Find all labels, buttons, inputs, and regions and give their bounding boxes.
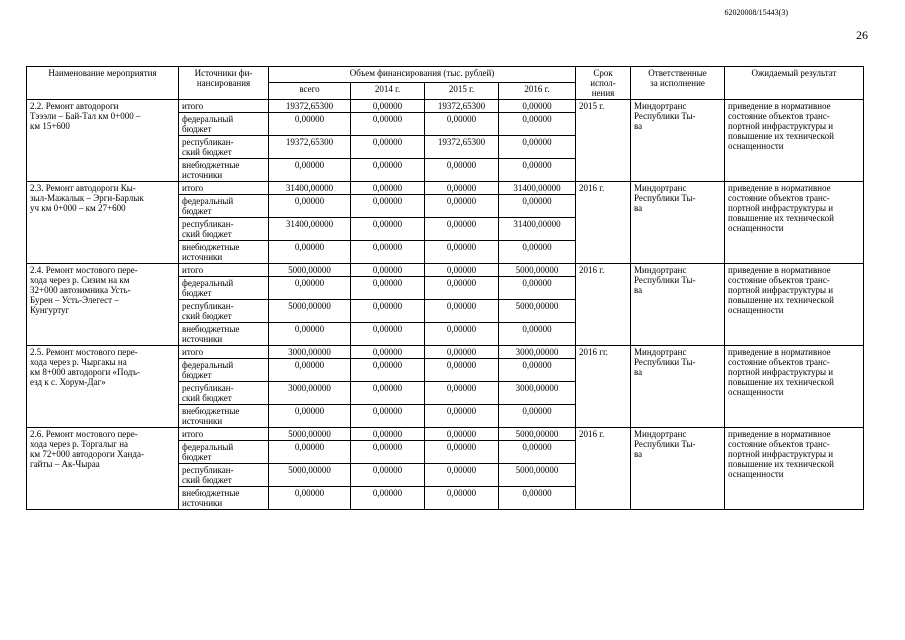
table-row [27, 264, 864, 277]
amount-cell: 0,00000 [425, 300, 499, 323]
measure-result: приведение в нормативное состояние объектов транс- портной инфраструктуры и повышение их технической оснащенности [725, 100, 864, 182]
amount-cell: 0,00000 [425, 323, 499, 346]
amount-cell: 5000,00000 [499, 464, 576, 487]
amount-cell: 19372,65300 [269, 136, 351, 159]
header-term: Срок испол- нения [576, 67, 631, 100]
source-label: республикан- ский бюджет [179, 300, 269, 323]
source-label: федеральный бюджет [179, 113, 269, 136]
amount-cell: 5000,00000 [269, 300, 351, 323]
measure-result: приведение в нормативное состояние объектов транс- портной инфраструктуры и повышение их технической оснащенности [725, 182, 864, 264]
amount-cell: 0,00000 [425, 382, 499, 405]
source-label: федеральный бюджет [179, 277, 269, 300]
amount-cell: 0,00000 [351, 359, 425, 382]
measure-name: 2.2. Ремонт автодороги Тэээли – Бай-Тал км 0+000 – км 15+600 [27, 100, 179, 182]
amount-cell: 0,00000 [351, 405, 425, 428]
amount-cell: 0,00000 [499, 323, 576, 346]
amount-cell: 0,00000 [351, 346, 425, 359]
measure-term: 2016 г. [576, 428, 631, 510]
amount-cell: 19372,65300 [425, 136, 499, 159]
measure-responsible: Миндортранс Республики Ты- ва [631, 264, 725, 346]
source-label: итого [179, 428, 269, 441]
measure-name: 2.5. Ремонт мостового пере- хода через р. Чыргакы на км 8+000 автодороги «Подъ- езд к с. Хорум-Даг» [27, 346, 179, 428]
amount-cell: 5000,00000 [499, 428, 576, 441]
source-label: внебюджетные источники [179, 241, 269, 264]
source-label: итого [179, 264, 269, 277]
amount-cell: 0,00000 [499, 359, 576, 382]
amount-cell: 0,00000 [499, 487, 576, 510]
amount-cell: 0,00000 [351, 487, 425, 510]
source-label: внебюджетные источники [179, 323, 269, 346]
amount-cell: 5000,00000 [499, 300, 576, 323]
amount-cell: 0,00000 [351, 277, 425, 300]
header-name: Наименование мероприятия [27, 67, 179, 100]
amount-cell: 0,00000 [425, 441, 499, 464]
amount-cell: 0,00000 [425, 113, 499, 136]
source-label: внебюджетные источники [179, 159, 269, 182]
header-source: Источники фи- нансирования [179, 67, 269, 100]
table-row [27, 182, 864, 195]
amount-cell: 0,00000 [425, 218, 499, 241]
amount-cell: 0,00000 [351, 300, 425, 323]
amount-cell: 0,00000 [351, 241, 425, 264]
amount-cell: 0,00000 [351, 428, 425, 441]
amount-cell: 0,00000 [269, 195, 351, 218]
source-label: республикан- ский бюджет [179, 218, 269, 241]
measure-term: 2016 гг. [576, 346, 631, 428]
amount-cell: 31400,00000 [269, 182, 351, 195]
amount-cell: 3000,00000 [499, 346, 576, 359]
amount-cell: 0,00000 [425, 487, 499, 510]
amount-cell: 0,00000 [425, 195, 499, 218]
amount-cell: 31400,00000 [269, 218, 351, 241]
measure-result: приведение в нормативное состояние объектов транс- портной инфраструктуры и повышение их технической оснащенности [725, 346, 864, 428]
source-label: федеральный бюджет [179, 195, 269, 218]
amount-cell: 0,00000 [425, 464, 499, 487]
amount-cell: 0,00000 [269, 359, 351, 382]
amount-cell: 3000,00000 [269, 346, 351, 359]
amount-cell: 0,00000 [425, 405, 499, 428]
amount-cell: 5000,00000 [269, 428, 351, 441]
header-2015: 2015 г. [425, 82, 499, 99]
amount-cell: 0,00000 [351, 100, 425, 113]
page-number: 26 [856, 28, 868, 42]
table-row [27, 100, 864, 113]
amount-cell: 0,00000 [269, 323, 351, 346]
measure-name: 2.3. Ремонт автодороги Кы- зыл-Мажалык – Эрги-Барлык уч км 0+000 – км 27+600 [27, 182, 179, 264]
amount-cell: 0,00000 [351, 441, 425, 464]
amount-cell: 0,00000 [425, 264, 499, 277]
amount-cell: 0,00000 [269, 241, 351, 264]
amount-cell: 0,00000 [351, 382, 425, 405]
source-label: республикан- ский бюджет [179, 464, 269, 487]
header-result: Ожидаемый результат [725, 67, 864, 100]
amount-cell: 0,00000 [425, 182, 499, 195]
source-label: республикан- ский бюджет [179, 382, 269, 405]
amount-cell: 0,00000 [351, 264, 425, 277]
source-label: итого [179, 100, 269, 113]
amount-cell: 0,00000 [425, 346, 499, 359]
source-label: федеральный бюджет [179, 359, 269, 382]
amount-cell: 0,00000 [499, 136, 576, 159]
amount-cell: 0,00000 [351, 182, 425, 195]
measure-term: 2016 г. [576, 264, 631, 346]
header-volume: Объем финансирования (тыс. рублей) [269, 67, 576, 83]
amount-cell: 0,00000 [425, 241, 499, 264]
amount-cell: 0,00000 [499, 441, 576, 464]
amount-cell: 0,00000 [499, 195, 576, 218]
source-label: внебюджетные источники [179, 405, 269, 428]
amount-cell: 0,00000 [351, 323, 425, 346]
source-label: федеральный бюджет [179, 441, 269, 464]
amount-cell: 0,00000 [269, 113, 351, 136]
financing-table [26, 66, 864, 510]
amount-cell: 0,00000 [351, 136, 425, 159]
amount-cell: 5000,00000 [269, 464, 351, 487]
amount-cell: 0,00000 [269, 159, 351, 182]
amount-cell: 5000,00000 [269, 264, 351, 277]
amount-cell: 5000,00000 [499, 264, 576, 277]
amount-cell: 0,00000 [269, 441, 351, 464]
amount-cell: 0,00000 [351, 195, 425, 218]
amount-cell: 0,00000 [499, 100, 576, 113]
measure-responsible: Миндортранс Республики Ты- ва [631, 346, 725, 428]
table-row [27, 346, 864, 359]
amount-cell: 0,00000 [499, 277, 576, 300]
header-total: всего [269, 82, 351, 99]
amount-cell: 19372,65300 [425, 100, 499, 113]
amount-cell: 0,00000 [269, 277, 351, 300]
amount-cell: 0,00000 [425, 428, 499, 441]
amount-cell: 0,00000 [269, 487, 351, 510]
header-2014: 2014 г. [351, 82, 425, 99]
source-label: республикан- ский бюджет [179, 136, 269, 159]
source-label: итого [179, 182, 269, 195]
amount-cell: 31400,00000 [499, 182, 576, 195]
table-row [27, 428, 864, 441]
document-code: 62020008/15443(3) [724, 8, 788, 17]
amount-cell: 0,00000 [499, 241, 576, 264]
source-label: внебюджетные источники [179, 487, 269, 510]
amount-cell: 31400,00000 [499, 218, 576, 241]
source-label: итого [179, 346, 269, 359]
table-body [27, 100, 864, 510]
measure-name: 2.6. Ремонт мостового пере- хода через р. Торгалыг на км 72+000 автодороги Ханда- гайты – Ак-Чыраа [27, 428, 179, 510]
amount-cell: 0,00000 [425, 159, 499, 182]
measure-term: 2015 г. [576, 100, 631, 182]
header-responsible: Ответственные за исполнение [631, 67, 725, 100]
measure-term: 2016 г. [576, 182, 631, 264]
amount-cell: 19372,65300 [269, 100, 351, 113]
measure-result: приведение в нормативное состояние объектов транс- портной инфраструктуры и повышение их технической оснащенности [725, 428, 864, 510]
measure-responsible: Миндортранс Республики Ты- ва [631, 428, 725, 510]
measure-responsible: Миндортранс Республики Ты- ва [631, 182, 725, 264]
measure-result: приведение в нормативное состояние объектов транс- портной инфраструктуры и повышение их технической оснащенности [725, 264, 864, 346]
amount-cell: 0,00000 [351, 113, 425, 136]
header-2016: 2016 г. [499, 82, 576, 99]
amount-cell: 0,00000 [425, 359, 499, 382]
amount-cell: 3000,00000 [499, 382, 576, 405]
measure-responsible: Миндортранс Республики Ты- ва [631, 100, 725, 182]
amount-cell: 0,00000 [351, 159, 425, 182]
amount-cell: 0,00000 [499, 405, 576, 428]
amount-cell: 3000,00000 [269, 382, 351, 405]
amount-cell: 0,00000 [499, 159, 576, 182]
measure-name: 2.4. Ремонт мостового пере- хода через р. Сизим на км 32+000 автозимника Усть- Бурен – Усть-Элегест – Кунгуртуг [27, 264, 179, 346]
amount-cell: 0,00000 [269, 405, 351, 428]
amount-cell: 0,00000 [351, 464, 425, 487]
amount-cell: 0,00000 [351, 218, 425, 241]
amount-cell: 0,00000 [499, 113, 576, 136]
amount-cell: 0,00000 [425, 277, 499, 300]
